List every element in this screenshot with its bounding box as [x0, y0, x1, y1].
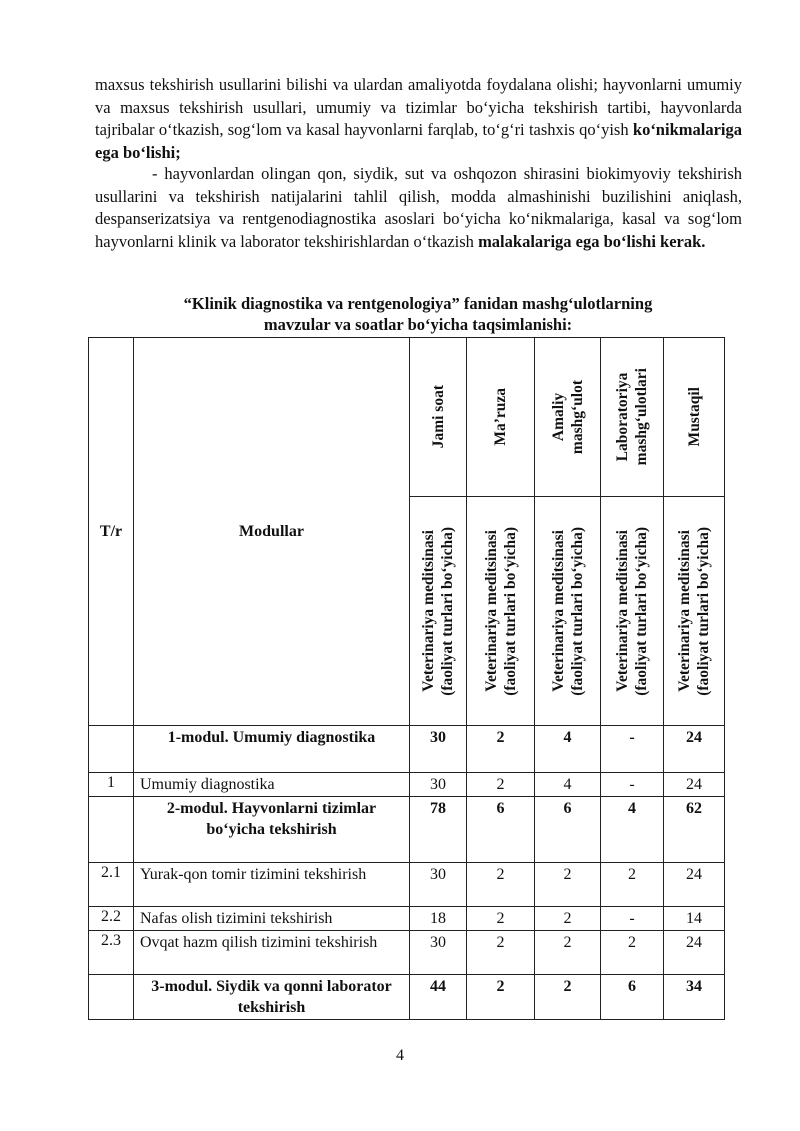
row-number: 2.3	[89, 931, 134, 975]
module-name: 2-modul. Hayvonlarni tizimlar bo‘yicha tekshirish	[134, 797, 410, 863]
subheader-vet-5: Veterinariya meditsinasi (faoliyat turlari bo‘yicha)	[664, 497, 725, 726]
header-lecture: Ma’ruza	[467, 338, 535, 497]
page-number: 4	[396, 1047, 404, 1064]
topic-name: Nafas olish tizimini tekshirish	[134, 907, 410, 931]
paragraph-2: - hayvonlardan olingan qon, siydik, sut va oshqozon shirasini biokimyoviy tekshirish usullarini va tekshirish natijalarini tahlil qilish, modda almashinishi buzilishini aniqlash, despanserizatsiya va rentgenodiagnostika asoslari bo‘yicha ko‘nikmalariga, kasal va sog‘lom hayvonlarni klinik va laborator tekshirishlardan o‘tkazish malakalariga ega bo‘lishi kerak.	[95, 164, 742, 251]
header-total-hours: Jami soat	[410, 338, 467, 497]
row-number: 2.1	[89, 863, 134, 907]
laboratory-cell: -	[601, 773, 664, 797]
subheader-vet-4: Veterinariya meditsinasi (faoliyat turlari bo‘yicha)	[601, 497, 664, 726]
header-tr: T/r	[89, 338, 134, 726]
subheader-vet-3: Veterinariya meditsinasi (faoliyat turlari bo‘yicha)	[535, 497, 601, 726]
hours-table	[88, 337, 725, 1020]
laboratory-cell: 2	[601, 931, 664, 975]
lecture-cell: 2	[467, 863, 535, 907]
independent-cell: 14	[664, 907, 725, 931]
laboratory-cell: -	[601, 907, 664, 931]
practical-cell: 2	[535, 931, 601, 975]
row-number: 2.2	[89, 907, 134, 931]
table-row	[89, 931, 725, 975]
practical-cell: 4	[535, 773, 601, 797]
table-caption: “Klinik diagnostika va rentgenologiya” fanidan mashg‘ulotlarning mavzular va soatlar bo‘yicha taqsimlanishi:	[183, 294, 653, 334]
row-number	[89, 797, 134, 863]
laboratory-cell: 2	[601, 863, 664, 907]
total-hours-cell: 30	[410, 931, 467, 975]
module-row	[89, 975, 725, 1020]
header-independent: Mustaqil	[664, 338, 725, 497]
row-number	[89, 726, 134, 773]
practical-cell: 2	[535, 907, 601, 931]
topic-name: Yurak-qon tomir tizimini tekshirish	[134, 863, 410, 907]
total-hours-cell: 44	[410, 975, 467, 1020]
module-row	[89, 797, 725, 863]
practical-cell: 4	[535, 726, 601, 773]
module-name: 3-modul. Siydik va qonni laborator tekshirish	[134, 975, 410, 1020]
table-row	[89, 863, 725, 907]
module-row	[89, 726, 725, 773]
total-hours-cell: 30	[410, 773, 467, 797]
topic-name: Ovqat hazm qilish tizimini tekshirish	[134, 931, 410, 975]
practical-cell: 2	[535, 975, 601, 1020]
independent-cell: 24	[664, 773, 725, 797]
row-number: 1	[89, 773, 134, 797]
topic-name: Umumiy diagnostika	[134, 773, 410, 797]
header-modules: Modullar	[134, 338, 410, 726]
total-hours-cell: 30	[410, 863, 467, 907]
independent-cell: 24	[664, 863, 725, 907]
laboratory-cell: -	[601, 726, 664, 773]
total-hours-cell: 78	[410, 797, 467, 863]
paragraph-1: maxsus tekshirish usullarini bilishi va ulardan amaliyotda foydalana olishi; hayvonlarni umumiy va maxsus tekshirish usullari, umumiy va tizimlar bo‘yicha tekshirish tartibi, hayvonlarda tajribalar o‘tkazish, sog‘lom va kasal hayvonlarni farqlab, to‘g‘ri tashxis qo‘yish ko‘nikmalariga ega bo‘lishi;	[95, 75, 742, 162]
lecture-cell: 2	[467, 931, 535, 975]
independent-cell: 34	[664, 975, 725, 1020]
independent-cell: 24	[664, 931, 725, 975]
lecture-cell: 2	[467, 773, 535, 797]
laboratory-cell: 6	[601, 975, 664, 1020]
lecture-cell: 2	[467, 726, 535, 773]
module-name: 1-modul. Umumiy diagnostika	[134, 726, 410, 773]
table-row	[89, 907, 725, 931]
header-practical: Amaliy mashg‘ulot	[535, 338, 601, 497]
row-number	[89, 975, 134, 1020]
practical-cell: 2	[535, 863, 601, 907]
header-laboratory: Laboratoriya mashg‘ulotlari	[601, 338, 664, 497]
practical-cell: 6	[535, 797, 601, 863]
subheader-vet-1: Veterinariya meditsinasi (faoliyat turlari bo‘yicha)	[410, 497, 467, 726]
laboratory-cell: 4	[601, 797, 664, 863]
total-hours-cell: 18	[410, 907, 467, 931]
total-hours-cell: 30	[410, 726, 467, 773]
lecture-cell: 6	[467, 797, 535, 863]
table-row	[89, 773, 725, 797]
lecture-cell: 2	[467, 975, 535, 1020]
independent-cell: 24	[664, 726, 725, 773]
lecture-cell: 2	[467, 907, 535, 931]
subheader-vet-2: Veterinariya meditsinasi (faoliyat turlari bo‘yicha)	[467, 497, 535, 726]
independent-cell: 62	[664, 797, 725, 863]
